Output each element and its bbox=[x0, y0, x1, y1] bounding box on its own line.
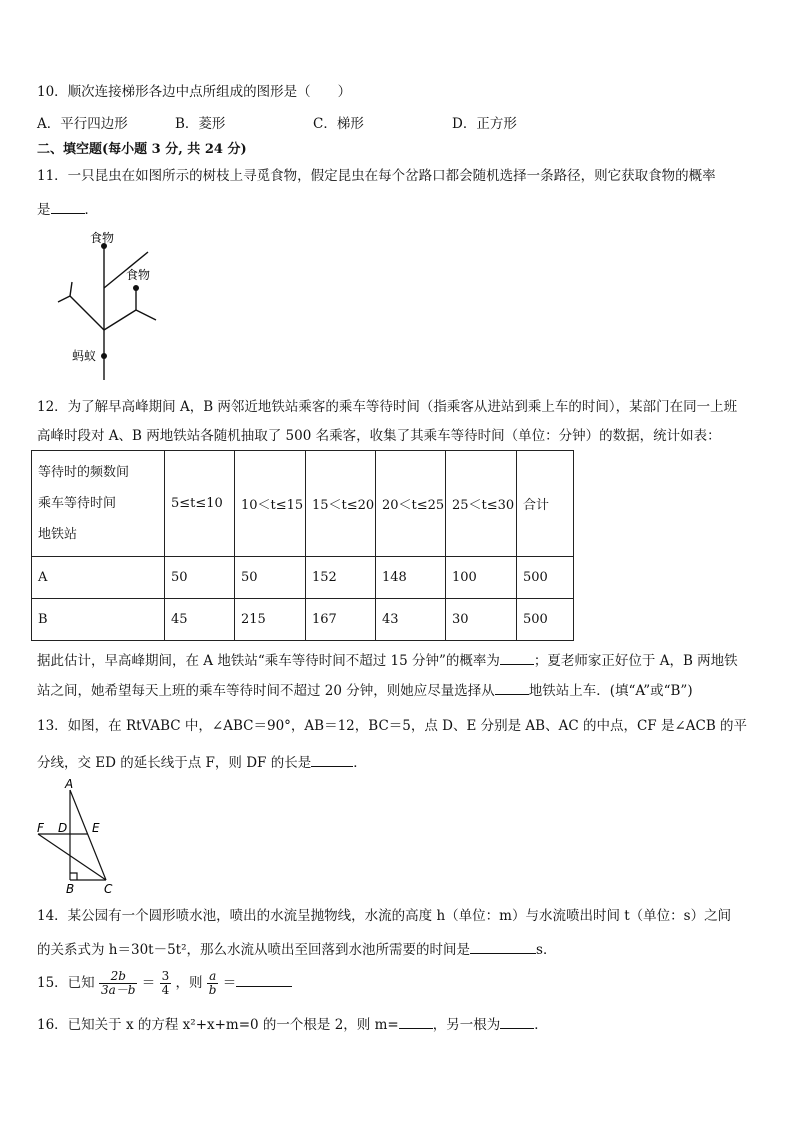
q13-line2: 分线，交 ED 的延长线于点 F，则 DF 的长是 ． bbox=[37, 752, 367, 772]
q12-after-line1: 据此估计，早高峰期间，在 A 地铁站“乘车等待时间不超过 15 分钟”的概率为 ；夏老师家正好位于 A，B 两地铁 bbox=[37, 650, 738, 670]
label-F: F bbox=[37, 821, 44, 835]
q15-answer-blank bbox=[236, 972, 292, 987]
table-station-cell: A bbox=[32, 557, 165, 599]
q12-line2: 高峰时段对 A、B 两地铁站各随机抽取了 500 名乘客，收集了其乘车等待时间（单位：分钟）的数据，统计如表： bbox=[37, 428, 721, 444]
q15-fraction-2: $\frac{3}{4}$ bbox=[161, 969, 170, 997]
section-title: 二、填空题(每小题 3 分, 共 24 分) bbox=[37, 142, 247, 157]
corner-text-1: 等待时的频数间 bbox=[38, 465, 130, 480]
q13-answer-blank bbox=[311, 752, 353, 767]
ant-dot bbox=[101, 353, 107, 359]
table-header-cell: 10＜t≤15 bbox=[235, 451, 306, 557]
table-corner-cell bbox=[32, 451, 165, 557]
table-header-cell: 15＜t≤20 bbox=[306, 451, 376, 557]
table-row bbox=[32, 599, 574, 641]
table-row bbox=[32, 557, 574, 599]
q15-suffix: ＝ bbox=[222, 975, 237, 991]
q12-after-line2: 站之间，她希望每天上班的乘车等待时间不超过 20 分钟，则她应尽量选择从 地铁站上车．(填“A”或“B”) bbox=[37, 680, 693, 700]
q14-line1: 14．某公园有一个圆形喷水池，喷出的水流呈抛物线，水流的高度 h（单位：m）与水流喷出时间 t（单位：s）之间 bbox=[37, 908, 732, 924]
tree-branch-left bbox=[70, 296, 104, 330]
q13-triangle-figure bbox=[34, 776, 124, 896]
food-label-mid: 食物 bbox=[126, 268, 151, 282]
q10-option-d: D．正方形 bbox=[452, 116, 517, 132]
q11-tree-figure bbox=[50, 226, 190, 382]
tree-twig-right-b bbox=[136, 310, 156, 320]
tree-twig-left-b bbox=[70, 282, 72, 296]
table-header-cell: 5≤t≤10 bbox=[165, 451, 235, 557]
table-header-cell: 合计 bbox=[517, 451, 574, 557]
q10-option-a: A．平行四边形 bbox=[37, 116, 128, 132]
table-cell: 45 bbox=[165, 599, 235, 641]
q15-fraction-1: $\frac{2b}{3a-b}$ bbox=[100, 969, 136, 997]
table-cell: 167 bbox=[306, 599, 376, 641]
table-cell: 500 bbox=[517, 599, 574, 641]
table-cell: 100 bbox=[446, 557, 517, 599]
q10-stem: 10．顺次连接梯形各边中点所组成的图形是（ ） bbox=[37, 84, 352, 100]
table-station-cell: B bbox=[32, 599, 165, 641]
table-cell: 43 bbox=[376, 599, 446, 641]
label-D: D bbox=[58, 821, 68, 835]
q12-answer-blank-1 bbox=[500, 650, 534, 665]
table-cell: 148 bbox=[376, 557, 446, 599]
table-header-cell: 20＜t≤25 bbox=[376, 451, 446, 557]
q16-line: 16．已知关于 x 的方程 x²+x+m=0 的一个根是 2，则 m= ，另一根为 ． bbox=[37, 1014, 548, 1034]
q15-line bbox=[37, 968, 292, 998]
ant-label: 蚂蚁 bbox=[72, 349, 97, 363]
food-label-top: 食物 bbox=[90, 231, 115, 245]
q15-equals: ＝ bbox=[141, 975, 156, 991]
q16-answer-blank-2 bbox=[500, 1014, 534, 1029]
corner-text-3: 地铁站 bbox=[38, 527, 78, 542]
label-A: A bbox=[65, 777, 74, 791]
q11-line2: 是 ． bbox=[37, 199, 98, 219]
q15-prefix: 15．已知 bbox=[37, 975, 95, 991]
q11-answer-blank bbox=[51, 199, 85, 214]
table-cell: 30 bbox=[446, 599, 517, 641]
table-cell: 50 bbox=[165, 557, 235, 599]
q15-mid: ，则 bbox=[175, 975, 203, 991]
table-cell: 215 bbox=[235, 599, 306, 641]
corner-text-2: 乘车等待时间 bbox=[38, 496, 117, 511]
right-angle-mark bbox=[70, 873, 77, 880]
frequency-table bbox=[31, 450, 574, 641]
q15-fraction-3: $\frac{a}{b}$ bbox=[208, 969, 217, 997]
table-cell: 152 bbox=[306, 557, 376, 599]
q16-answer-blank-1 bbox=[399, 1014, 433, 1029]
table-cell: 500 bbox=[517, 557, 574, 599]
q12-answer-blank-2 bbox=[495, 680, 529, 695]
q10-option-c: C．梯形 bbox=[313, 116, 364, 132]
q10-option-b: B．菱形 bbox=[175, 116, 226, 132]
table-header-row bbox=[32, 451, 574, 557]
food-dot-mid bbox=[133, 285, 139, 291]
label-C: C bbox=[104, 882, 113, 896]
q11-line1: 11．一只昆虫在如图所示的树枝上寻觅食物，假定昆虫在每个岔路口都会随机选择一条路径，则它获取食物的概率 bbox=[37, 168, 716, 184]
q14-line2: 的关系式为 h＝30t－5t²，那么水流从喷出至回落到水池所需要的时间是 s． bbox=[37, 939, 556, 959]
label-E: E bbox=[92, 821, 100, 835]
tree-branch-right bbox=[104, 310, 136, 330]
q12-line1: 12．为了解早高峰期间 A，B 两邻近地铁站乘客的乘车等待时间（指乘客从进站到乘上车的时间），某部门在同一上班 bbox=[37, 399, 738, 415]
label-B: B bbox=[66, 882, 75, 896]
table-cell: 50 bbox=[235, 557, 306, 599]
tree-twig-left-a bbox=[58, 296, 70, 302]
q14-answer-blank bbox=[470, 939, 536, 954]
q13-line1: 13．如图，在 RtVABC 中，∠ABC＝90°，AB＝12，BC＝5，点 D、E 分别是 AB、AC 的中点，CF 是∠ACB 的平 bbox=[37, 718, 748, 734]
segment-AC bbox=[70, 790, 106, 880]
table-header-cell: 25＜t≤30 bbox=[446, 451, 517, 557]
